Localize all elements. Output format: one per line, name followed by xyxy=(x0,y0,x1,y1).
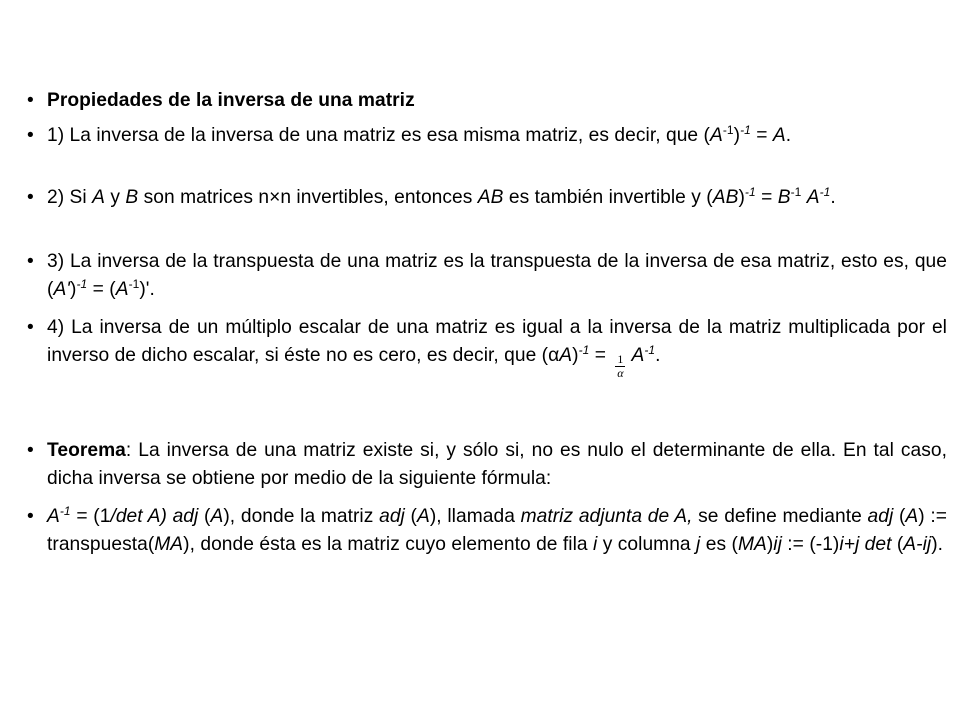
f-end: ). xyxy=(931,534,944,555)
fraction-numerator: 1 xyxy=(617,352,624,366)
property-4 xyxy=(27,314,947,380)
f-t12: ) xyxy=(766,534,774,555)
heading xyxy=(47,87,947,115)
fraction-denominator: α xyxy=(617,366,624,380)
bullet: • xyxy=(27,506,34,527)
f-t13: := (-1) xyxy=(781,534,840,555)
p1-eq: = xyxy=(750,125,773,146)
p3-e1: -1 xyxy=(76,277,88,291)
p1-end: . xyxy=(785,125,792,146)
f-e1: -1 xyxy=(59,504,71,518)
p1-c1: ) xyxy=(733,125,741,146)
p1-lead: 1) La inversa de la inversa de una matriz es esa misma matriz, es decir, que ( xyxy=(47,125,710,146)
p2-b: B xyxy=(125,187,139,208)
p1-a2: A xyxy=(772,125,786,146)
f-i1: /det A) adj xyxy=(110,506,199,527)
property-1 xyxy=(27,122,947,150)
p2-e1: -1 xyxy=(744,185,756,199)
f-j: j xyxy=(696,534,701,555)
fraction xyxy=(615,353,625,380)
f-t7: ( xyxy=(893,506,906,527)
heading-item xyxy=(27,87,947,115)
bullet: • xyxy=(27,440,34,461)
f-t14: ( xyxy=(891,534,904,555)
p4-e1: -1 xyxy=(578,343,590,357)
p3-e2: -1 xyxy=(128,277,140,291)
teorema-text xyxy=(47,437,947,493)
property-2-text xyxy=(47,184,947,212)
p2-a: A xyxy=(92,187,105,208)
f-t5: ), llamada xyxy=(429,506,521,527)
f-a2: A xyxy=(210,506,224,527)
f-i4: adj xyxy=(867,506,894,527)
p2-ab: AB xyxy=(477,187,504,208)
f-t9: ), donde ésta es la matriz cuyo elemento de fila xyxy=(183,534,594,555)
formula-item xyxy=(27,503,947,559)
f-t1: = (1 xyxy=(70,506,111,527)
p4-a2: A xyxy=(631,345,645,366)
f-a: A xyxy=(47,506,60,527)
f-a3: A xyxy=(417,506,430,527)
p1-a1: A xyxy=(709,125,723,146)
p4-t2: ) xyxy=(572,345,579,366)
f-aij: A-ij xyxy=(903,534,932,555)
p3-t3: = ( xyxy=(87,279,116,300)
p1-e2: -1 xyxy=(740,123,751,137)
property-2 xyxy=(27,184,947,212)
property-4-text xyxy=(47,314,947,380)
p2-t5: ) xyxy=(738,187,745,208)
p3-t2: ) xyxy=(70,279,77,300)
f-ij: ij xyxy=(773,534,782,555)
p3-t1: 3) La inversa de la transpuesta de una matriz es la transpuesta de la inversa de esa matriz, esto es, que ( xyxy=(47,251,947,300)
bullet: • xyxy=(27,251,34,272)
p4-a1: A xyxy=(559,345,573,366)
property-3-text xyxy=(47,248,947,304)
f-t4: ( xyxy=(404,506,417,527)
p2-t3: son matrices n×n invertibles, entonces xyxy=(138,187,478,208)
teorema-body: : La inversa de una matriz existe si, y sólo si, no es nulo el determinante de ella. En tal caso, dicha inversa se obtiene por medio de la siguiente fórmula: xyxy=(47,440,947,489)
property-1-text xyxy=(47,122,947,150)
f-i3: matriz adjunta de A, xyxy=(520,506,693,527)
f-i2: adj xyxy=(379,506,405,527)
p2-e3: -1 xyxy=(819,185,831,199)
f-ma2: MA xyxy=(737,534,767,555)
p4-t1: 4) La inversa de un múltiplo escalar de una matriz es igual a la inversa de la matriz multiplicada por el inverso de dicho escalar, si éste no es cero, es decir, que ( xyxy=(47,317,947,366)
teorema-label: Teorema xyxy=(47,440,126,461)
p2-ab2: AB xyxy=(712,187,739,208)
heading-text: Propiedades de la inversa de una matriz xyxy=(47,90,415,111)
bullet: • xyxy=(27,317,34,338)
formula-text xyxy=(47,503,947,559)
p2-end: . xyxy=(830,187,836,208)
p4-e2: -1 xyxy=(644,343,656,357)
f-i: i xyxy=(593,534,598,555)
teorema-item xyxy=(27,437,947,493)
f-t2: ( xyxy=(198,506,211,527)
p2-t2: y xyxy=(104,187,126,208)
p2-a2: A xyxy=(806,187,820,208)
bullet: • xyxy=(27,187,34,208)
p2-e2: -1 xyxy=(790,185,802,199)
bullet: • xyxy=(27,90,34,111)
f-a4: A xyxy=(905,506,919,527)
p4-alpha: α xyxy=(548,345,560,366)
p3-t4: )'. xyxy=(139,279,155,300)
p4-end: . xyxy=(655,345,661,366)
p2-t6: = xyxy=(755,187,778,208)
f-ipj: i+j det xyxy=(839,534,892,555)
f-t10: y columna xyxy=(597,534,697,555)
bullet: • xyxy=(27,125,34,146)
p2-t4: es también invertible y ( xyxy=(503,187,713,208)
p2-t1: 2) Si xyxy=(47,187,93,208)
f-t11: es ( xyxy=(700,534,738,555)
p4-t3: = xyxy=(589,345,612,366)
p2-b2: B xyxy=(777,187,791,208)
f-t6: se define mediante xyxy=(692,506,868,527)
p3-a2: A xyxy=(115,279,129,300)
p1-e1: -1 xyxy=(722,123,734,137)
property-3 xyxy=(27,248,947,304)
p3-a1: A' xyxy=(53,279,71,300)
f-t8: ) := transpuesta( xyxy=(47,506,948,555)
f-ma: MA xyxy=(154,534,184,555)
f-t3: ), donde la matriz xyxy=(223,506,380,527)
